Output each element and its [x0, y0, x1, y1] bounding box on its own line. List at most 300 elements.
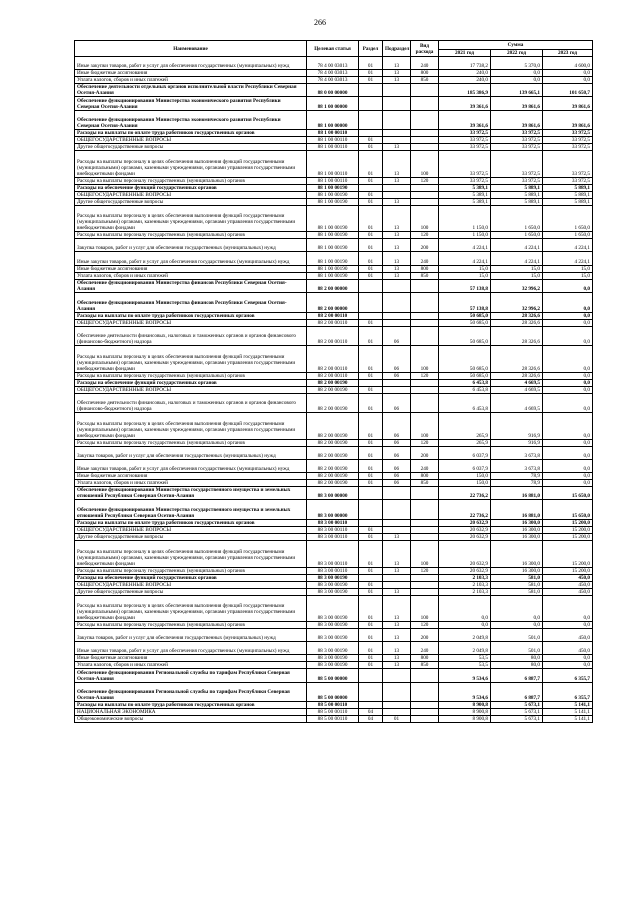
cell-2022: 4 224,1 — [491, 239, 543, 252]
cell-code: 88 2 00 00110 — [307, 312, 359, 319]
cell-2021: 6 453,8 — [439, 393, 491, 413]
cell-2021: 265,9 — [439, 439, 491, 446]
cell-2022: 5 673,1 — [491, 702, 543, 709]
cell-name: Обеспечение деятельности финансовых, налоговых и таможенных органов и органов финансового (финансово-бюджетного) надзора — [75, 393, 307, 413]
table-row — [75, 279, 593, 292]
cell-code: 88 3 00 00190 — [307, 595, 359, 621]
cell-2023: 15 200,0 — [543, 534, 593, 541]
cell-code: 88 3 00 00190 — [307, 581, 359, 588]
cell-type — [411, 312, 439, 319]
cell-2023: 101 650,7 — [543, 84, 593, 97]
cell-section: 01 — [359, 460, 383, 473]
cell-name: Иные бюджетные ассигнования — [75, 70, 307, 77]
cell-2022: 32 996,2 — [491, 292, 543, 312]
cell-code: 88 1 00 00190 — [307, 239, 359, 252]
cell-name: Иные бюджетные ассигнования — [75, 265, 307, 272]
cell-type: 850 — [411, 480, 439, 487]
cell-2021: 2 049,8 — [439, 629, 491, 642]
cell-subsection: 13 — [383, 595, 411, 621]
table-row — [75, 319, 593, 326]
cell-subsection: 13 — [383, 144, 411, 151]
cell-name: Обеспечение функционирования Региональной службы по тарифам Республики Северная Осетия-Алания — [75, 669, 307, 682]
cell-section: 01 — [359, 205, 383, 231]
cell-code: 88 1 00 00190 — [307, 252, 359, 265]
cell-2022: 4 669,5 — [491, 386, 543, 393]
cell-2022: 501,0 — [491, 642, 543, 655]
cell-2021: 6 037,9 — [439, 446, 491, 459]
table-row — [75, 541, 593, 567]
cell-type: 800 — [411, 473, 439, 480]
cell-section: 01 — [359, 622, 383, 629]
cell-subsection — [383, 110, 411, 130]
cell-2022: 16 300,0 — [491, 520, 543, 527]
cell-section: 01 — [359, 446, 383, 459]
cell-2023: 4 600,0 — [543, 57, 593, 70]
cell-2023: 6 355,7 — [543, 682, 593, 702]
cell-section: 01 — [359, 265, 383, 272]
table-row — [75, 57, 593, 70]
cell-2022: 1 650,0 — [491, 232, 543, 239]
cell-2022: 16 300,0 — [491, 527, 543, 534]
cell-2021: 5 389,1 — [439, 198, 491, 205]
cell-type: 800 — [411, 265, 439, 272]
cell-type: 100 — [411, 346, 439, 372]
table-row — [75, 151, 593, 177]
cell-subsection — [383, 669, 411, 682]
cell-2023: 0,0 — [543, 622, 593, 629]
cell-subsection: 06 — [383, 480, 411, 487]
cell-name: Расходы на выплаты персоналу в целях обеспечения выполнения функций государственными (муниципальными) органами, казенными учреждениями, органами управления государственными внебюджетными фондами — [75, 595, 307, 621]
cell-section — [359, 184, 383, 191]
header-subsection: Подраздел — [383, 41, 411, 57]
cell-subsection — [383, 709, 411, 716]
cell-2021: 39 361,6 — [439, 97, 491, 110]
cell-2022: 6 887,7 — [491, 669, 543, 682]
cell-section: 01 — [359, 239, 383, 252]
cell-name: ОБЩЕГОСУДАРСТВЕННЫЕ ВОПРОСЫ — [75, 319, 307, 326]
cell-subsection — [383, 292, 411, 312]
cell-section — [359, 500, 383, 520]
cell-2023: 0,0 — [543, 312, 593, 319]
table-row — [75, 239, 593, 252]
cell-type: 240 — [411, 460, 439, 473]
cell-code: 88 1 00 00190 — [307, 232, 359, 239]
cell-2023: 0,0 — [543, 326, 593, 346]
cell-2021: 9 534,6 — [439, 669, 491, 682]
cell-section: 01 — [359, 541, 383, 567]
cell-2022: 6 887,7 — [491, 682, 543, 702]
cell-code: 88 1 00 00190 — [307, 265, 359, 272]
cell-2022: 5 889,1 — [491, 191, 543, 198]
cell-type: 200 — [411, 239, 439, 252]
table-row — [75, 379, 593, 386]
cell-type — [411, 716, 439, 723]
header-name: Наименование — [75, 41, 307, 57]
table-row — [75, 520, 593, 527]
cell-2021: 33 972,5 — [439, 130, 491, 137]
cell-2021: 8 900,8 — [439, 709, 491, 716]
cell-section: 01 — [359, 595, 383, 621]
cell-2021: 6 453,8 — [439, 379, 491, 386]
cell-section: 01 — [359, 177, 383, 184]
cell-2023: 15,0 — [543, 272, 593, 279]
table-row — [75, 709, 593, 716]
cell-name: Расходы на выплаты персоналу государственных (муниципальных) органов — [75, 567, 307, 574]
cell-code: 88 1 00 00000 — [307, 97, 359, 110]
cell-name: Обеспечение функционирования Министерства финансов Республики Северная Осетия-Алания — [75, 292, 307, 312]
cell-2021: 22 736,2 — [439, 487, 491, 500]
cell-section: 01 — [359, 57, 383, 70]
cell-name: Закупка товаров, работ и услуг для обеспечения государственных (муниципальных) нужд — [75, 239, 307, 252]
cell-subsection: 13 — [383, 252, 411, 265]
cell-2023: 0,0 — [543, 393, 593, 413]
cell-2022: 78,9 — [491, 473, 543, 480]
cell-2021: 57 138,8 — [439, 292, 491, 312]
table-body — [75, 57, 593, 723]
cell-section: 01 — [359, 581, 383, 588]
cell-2023: 0,0 — [543, 77, 593, 84]
cell-2021: 4 224,1 — [439, 239, 491, 252]
cell-2022: 0,0 — [491, 622, 543, 629]
cell-name: Другие общегосударственные вопросы — [75, 534, 307, 541]
cell-name: Расходы на обеспечение функций государственных органов — [75, 379, 307, 386]
cell-code: 88 2 00 00110 — [307, 346, 359, 372]
cell-2023: 450,0 — [543, 642, 593, 655]
cell-code: 88 2 00 00000 — [307, 279, 359, 292]
cell-2023: 15 650,0 — [543, 500, 593, 520]
cell-type: 240 — [411, 252, 439, 265]
cell-section: 01 — [359, 272, 383, 279]
cell-2021: 1 150,0 — [439, 205, 491, 231]
cell-subsection: 06 — [383, 473, 411, 480]
cell-subsection: 13 — [383, 567, 411, 574]
cell-type — [411, 500, 439, 520]
cell-name: Расходы на выплаты по оплате труда работников государственных органов — [75, 130, 307, 137]
cell-name: Закупка товаров, работ и услуг для обеспечения государственных (муниципальных) нужд — [75, 446, 307, 459]
cell-subsection — [383, 379, 411, 386]
cell-2023: 39 861,6 — [543, 97, 593, 110]
cell-2021: 39 361,6 — [439, 110, 491, 130]
cell-2022: 33 972,5 — [491, 151, 543, 177]
cell-section: 01 — [359, 326, 383, 346]
table-row — [75, 265, 593, 272]
cell-code: 88 3 00 00190 — [307, 662, 359, 669]
cell-section — [359, 669, 383, 682]
cell-type — [411, 520, 439, 527]
cell-2023: 4 224,1 — [543, 252, 593, 265]
cell-2023: 5 141,1 — [543, 716, 593, 723]
cell-section: 01 — [359, 232, 383, 239]
cell-subsection — [383, 191, 411, 198]
cell-2021: 20 632,9 — [439, 520, 491, 527]
cell-subsection: 13 — [383, 57, 411, 70]
table-row — [75, 682, 593, 702]
cell-name: Расходы на обеспечение функций государственных органов — [75, 184, 307, 191]
cell-2021: 17 738,2 — [439, 57, 491, 70]
cell-name: Расходы на выплаты персоналу в целях обеспечения выполнения функций государственными (муниципальными) органами, казенными учреждениями, органами управления государственными внебюджетными фондами — [75, 205, 307, 231]
cell-name: ОБЩЕГОСУДАРСТВЕННЫЕ ВОПРОСЫ — [75, 386, 307, 393]
cell-2022: 916,9 — [491, 413, 543, 439]
cell-subsection — [383, 312, 411, 319]
cell-code: 88 5 00 00000 — [307, 669, 359, 682]
cell-section: 01 — [359, 151, 383, 177]
cell-subsection — [383, 319, 411, 326]
header-year-2023: 2023 год — [543, 50, 593, 57]
cell-2021: 5 389,1 — [439, 184, 491, 191]
cell-section: 01 — [359, 252, 383, 265]
budget-table — [74, 40, 593, 723]
cell-code: 88 2 00 00110 — [307, 319, 359, 326]
table-row — [75, 84, 593, 97]
cell-2023: 6 355,7 — [543, 669, 593, 682]
cell-name: Расходы на выплаты персоналу государственных (муниципальных) органов — [75, 372, 307, 379]
cell-type — [411, 581, 439, 588]
cell-subsection — [383, 581, 411, 588]
cell-2023: 15 200,0 — [543, 567, 593, 574]
cell-subsection — [383, 574, 411, 581]
cell-code: 88 2 00 00110 — [307, 372, 359, 379]
cell-section: 01 — [359, 393, 383, 413]
cell-2021: 20 632,9 — [439, 567, 491, 574]
cell-2022: 80,0 — [491, 662, 543, 669]
cell-2023: 0,0 — [543, 70, 593, 77]
cell-subsection: 06 — [383, 446, 411, 459]
cell-code: 88 3 00 00000 — [307, 500, 359, 520]
cell-type — [411, 97, 439, 110]
cell-type — [411, 574, 439, 581]
cell-subsection: 06 — [383, 439, 411, 446]
header-year-2021: 2021 год — [439, 50, 491, 57]
cell-2022: 16 300,0 — [491, 534, 543, 541]
cell-section — [359, 379, 383, 386]
table-row — [75, 642, 593, 655]
table-row — [75, 346, 593, 372]
table-row — [75, 184, 593, 191]
cell-subsection: 13 — [383, 534, 411, 541]
cell-2021: 50 685,0 — [439, 372, 491, 379]
cell-2021: 50 685,0 — [439, 346, 491, 372]
cell-name: Общеэкономические вопросы — [75, 716, 307, 723]
table-row — [75, 77, 593, 84]
cell-section: 01 — [359, 439, 383, 446]
cell-type: 120 — [411, 372, 439, 379]
cell-2022: 5 673,1 — [491, 716, 543, 723]
cell-type: 120 — [411, 232, 439, 239]
cell-2023: 0,0 — [543, 473, 593, 480]
cell-subsection: 13 — [383, 77, 411, 84]
cell-2022: 16 881,0 — [491, 487, 543, 500]
cell-2023: 450,0 — [543, 581, 593, 588]
table-row — [75, 487, 593, 500]
cell-code: 88 5 00 00110 — [307, 709, 359, 716]
cell-name: Расходы на выплаты персоналу в целях обеспечения выполнения функций государственными (муниципальными) органами, казенными учреждениями, органами управления государственными внебюджетными фондами — [75, 151, 307, 177]
cell-2022: 28 326,6 — [491, 319, 543, 326]
cell-name: НАЦИОНАЛЬНАЯ ЭКОНОМИКА — [75, 709, 307, 716]
cell-2022: 1 650,0 — [491, 205, 543, 231]
cell-section — [359, 130, 383, 137]
cell-type: 800 — [411, 655, 439, 662]
cell-subsection: 06 — [383, 393, 411, 413]
table-row — [75, 662, 593, 669]
cell-section: 04 — [359, 709, 383, 716]
table-row — [75, 439, 593, 446]
cell-2022: 15,0 — [491, 265, 543, 272]
cell-code: 88 2 00 00190 — [307, 460, 359, 473]
header-type: Вид расхода — [411, 41, 439, 57]
cell-subsection: 13 — [383, 265, 411, 272]
cell-subsection: 06 — [383, 372, 411, 379]
cell-code: 88 1 00 00190 — [307, 198, 359, 205]
cell-type — [411, 326, 439, 346]
table-row — [75, 312, 593, 319]
cell-code: 88 3 00 00110 — [307, 567, 359, 574]
cell-subsection: 13 — [383, 541, 411, 567]
cell-subsection: 13 — [383, 272, 411, 279]
cell-2023: 15 200,0 — [543, 541, 593, 567]
cell-2021: 6 037,9 — [439, 460, 491, 473]
cell-type: 100 — [411, 151, 439, 177]
table-header — [75, 41, 593, 57]
cell-2023: 33 972,5 — [543, 177, 593, 184]
cell-type: 200 — [411, 446, 439, 459]
table-row — [75, 460, 593, 473]
cell-name: Расходы на выплаты по оплате труда работников государственных органов — [75, 520, 307, 527]
cell-code: 88 3 00 00190 — [307, 629, 359, 642]
cell-type: 240 — [411, 57, 439, 70]
table-row — [75, 480, 593, 487]
cell-2023: 0,0 — [543, 372, 593, 379]
header-sum: Сумма — [439, 41, 593, 50]
cell-2023: 15 200,0 — [543, 527, 593, 534]
table-row — [75, 716, 593, 723]
table-row — [75, 137, 593, 144]
cell-code: 88 2 00 00190 — [307, 446, 359, 459]
cell-subsection — [383, 682, 411, 702]
cell-section: 01 — [359, 642, 383, 655]
cell-subsection — [383, 527, 411, 534]
cell-type — [411, 130, 439, 137]
cell-code: 88 2 00 00190 — [307, 473, 359, 480]
cell-type: 100 — [411, 595, 439, 621]
cell-2021: 8 900,8 — [439, 702, 491, 709]
cell-2021: 0,0 — [439, 622, 491, 629]
cell-code: 88 1 00 00110 — [307, 177, 359, 184]
cell-type — [411, 319, 439, 326]
table-row — [75, 97, 593, 110]
cell-name: Обеспечение деятельности отдельных органов исполнительной власти Республики Северная Осетия-Алания — [75, 84, 307, 97]
cell-code: 88 2 00 00190 — [307, 379, 359, 386]
table-row — [75, 473, 593, 480]
cell-2022: 16 881,0 — [491, 500, 543, 520]
cell-type: 850 — [411, 77, 439, 84]
cell-section — [359, 84, 383, 97]
cell-subsection: 13 — [383, 239, 411, 252]
table-row — [75, 205, 593, 231]
table-row — [75, 413, 593, 439]
cell-2021: 57 138,8 — [439, 279, 491, 292]
cell-2023: 1 650,0 — [543, 205, 593, 231]
cell-2023: 33 972,5 — [543, 151, 593, 177]
cell-subsection: 01 — [383, 716, 411, 723]
cell-2023: 0,0 — [543, 662, 593, 669]
cell-type: 800 — [411, 70, 439, 77]
cell-2023: 5 889,1 — [543, 191, 593, 198]
cell-name: Другие общегосударственные вопросы — [75, 588, 307, 595]
cell-subsection: 13 — [383, 205, 411, 231]
cell-code: 88 3 00 00110 — [307, 541, 359, 567]
cell-2023: 0,0 — [543, 595, 593, 621]
cell-code: 88 2 00 00190 — [307, 386, 359, 393]
cell-name: ОБЩЕГОСУДАРСТВЕННЫЕ ВОПРОСЫ — [75, 527, 307, 534]
cell-type — [411, 534, 439, 541]
cell-2022: 28 326,6 — [491, 372, 543, 379]
cell-2023: 33 972,5 — [543, 137, 593, 144]
cell-2021: 8 900,8 — [439, 716, 491, 723]
cell-subsection: 13 — [383, 198, 411, 205]
cell-2023: 5 889,1 — [543, 198, 593, 205]
cell-2021: 150,0 — [439, 480, 491, 487]
cell-subsection: 06 — [383, 413, 411, 439]
cell-type: 120 — [411, 439, 439, 446]
table-row — [75, 232, 593, 239]
cell-name: Уплата налогов, сборов и иных платежей — [75, 662, 307, 669]
cell-type — [411, 682, 439, 702]
cell-type: 100 — [411, 413, 439, 439]
cell-2022: 80,0 — [491, 655, 543, 662]
cell-name: Обеспечение функционирования Министерства государственного имущества и земельных отношений Республики Северная Осетия-Алания — [75, 487, 307, 500]
cell-2022: 0,0 — [491, 77, 543, 84]
cell-2022: 5 889,1 — [491, 184, 543, 191]
cell-subsection — [383, 137, 411, 144]
cell-name: Расходы на выплаты персоналу в целях обеспечения выполнения функций государственными (муниципальными) органами, казенными учреждениями, органами управления государственными внебюджетными фондами — [75, 541, 307, 567]
cell-type — [411, 84, 439, 97]
table-row — [75, 595, 593, 621]
cell-name: Расходы на выплаты по оплате труда работников государственных органов — [75, 702, 307, 709]
cell-2023: 0,0 — [543, 460, 593, 473]
cell-name: Обеспечение функционирования Министерства экономического развития Республики Северная Осетия-Алания — [75, 110, 307, 130]
cell-2022: 33 972,5 — [491, 130, 543, 137]
cell-section: 01 — [359, 137, 383, 144]
cell-name: Расходы на выплаты персоналу государственных (муниципальных) органов — [75, 439, 307, 446]
cell-code: 88 1 00 00190 — [307, 205, 359, 231]
cell-2021: 9 534,6 — [439, 682, 491, 702]
cell-2022: 39 861,6 — [491, 97, 543, 110]
cell-section: 01 — [359, 191, 383, 198]
cell-type — [411, 379, 439, 386]
cell-code: 88 5 00 00110 — [307, 716, 359, 723]
cell-2022: 33 972,5 — [491, 177, 543, 184]
cell-name: Расходы на выплаты персоналу в целях обеспечения выполнения функций государственными (муниципальными) органами, казенными учреждениями, органами управления государственными внебюджетными фондами — [75, 346, 307, 372]
cell-code: 88 1 00 00000 — [307, 110, 359, 130]
cell-section: 04 — [359, 716, 383, 723]
cell-2021: 2 049,8 — [439, 642, 491, 655]
table-row — [75, 500, 593, 520]
cell-type: 100 — [411, 205, 439, 231]
cell-type — [411, 144, 439, 151]
cell-code: 88 3 00 00000 — [307, 487, 359, 500]
cell-2021: 0,0 — [439, 595, 491, 621]
cell-name: Расходы на обеспечение функций государственных органов — [75, 574, 307, 581]
cell-section: 01 — [359, 473, 383, 480]
cell-name: Уплата налогов, сборов и иных платежей — [75, 480, 307, 487]
table-row — [75, 393, 593, 413]
table-row — [75, 191, 593, 198]
cell-section: 01 — [359, 372, 383, 379]
cell-2021: 50 685,0 — [439, 326, 491, 346]
cell-name: Обеспечение функционирования Региональной службы по тарифам Республики Северная Осетия-Алания — [75, 682, 307, 702]
table-row — [75, 622, 593, 629]
cell-section — [359, 487, 383, 500]
